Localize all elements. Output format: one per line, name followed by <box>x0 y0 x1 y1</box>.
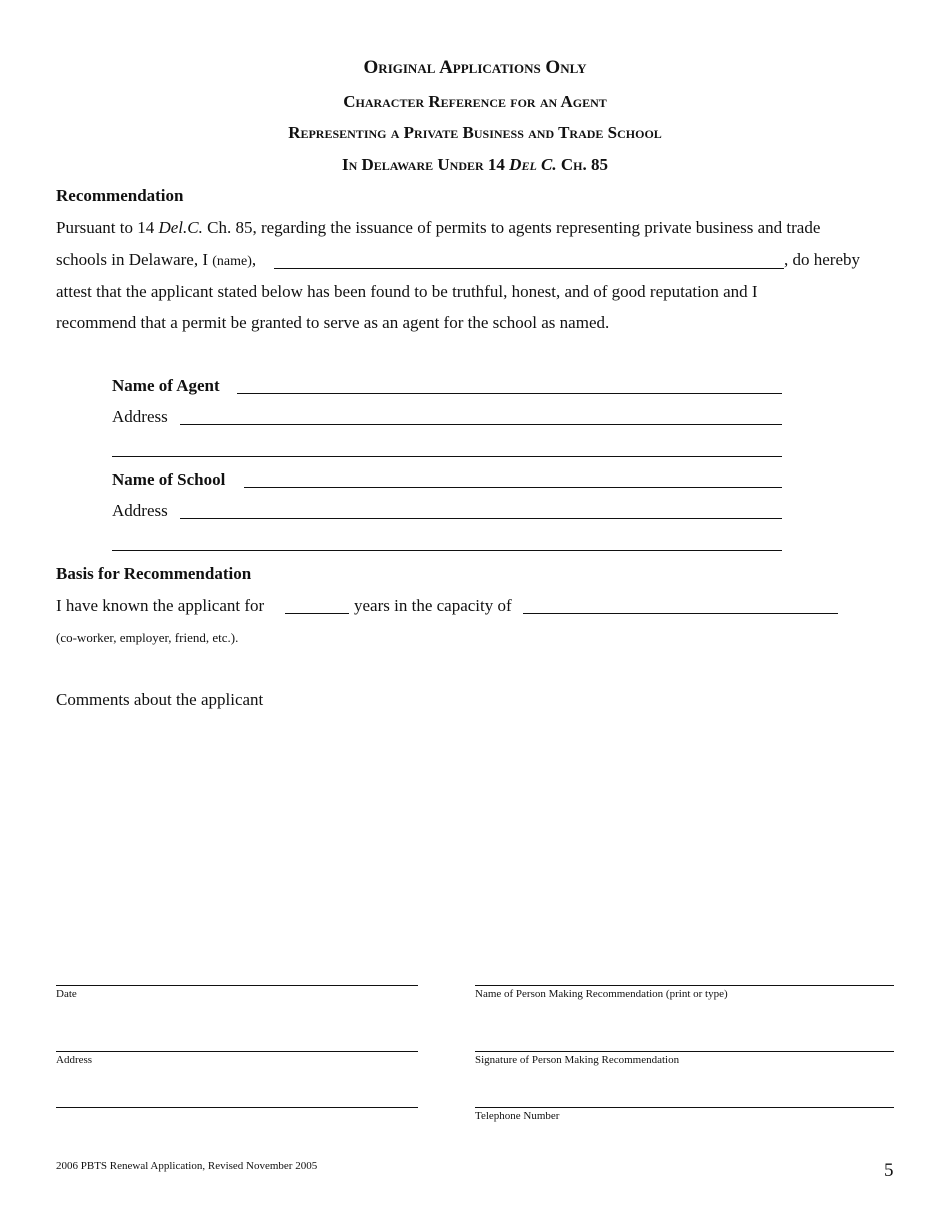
recommender-printed-name-field[interactable] <box>475 985 894 986</box>
recommender-signature-field[interactable] <box>475 1051 894 1052</box>
page-number: 5 <box>884 1160 894 1181</box>
date-label: Date <box>56 988 77 1000</box>
agent-address-field-line2[interactable] <box>112 456 782 457</box>
recommender-printed-name-label: Name of Person Making Recommendation (print or type) <box>475 988 728 1000</box>
years-known-field[interactable] <box>285 613 349 614</box>
footer-revision-note: 2006 PBTS Renewal Application, Revised November 2005 <box>56 1160 318 1172</box>
agent-address-field-line1[interactable] <box>180 424 782 425</box>
p1-text: Pursuant to 14 <box>56 218 159 237</box>
subtitle-text: In Delaware Under 14 <box>341 155 510 174</box>
basis-text-mid: years in the capacity of <box>354 596 512 615</box>
recommendation-paragraph-line2 <box>56 250 256 270</box>
school-address-field-line1[interactable] <box>180 518 782 519</box>
recommendation-paragraph-line4: recommend that a permit be granted to serve as an agent for the school as named. <box>56 313 610 332</box>
school-name-field[interactable] <box>244 487 782 488</box>
recommender-signature-label: Signature of Person Making Recommendation <box>475 1054 680 1066</box>
p1-citation: Del.C. <box>158 218 203 237</box>
recommender-address-field-line1[interactable] <box>56 1051 418 1052</box>
agent-name-field[interactable] <box>237 393 782 394</box>
recommendation-paragraph-line1 <box>56 218 820 238</box>
p2-comma: , <box>251 250 257 269</box>
telephone-field[interactable] <box>475 1107 894 1108</box>
subtitle-citation: Del C. <box>509 155 557 174</box>
recommendation-heading: Recommendation <box>56 186 184 205</box>
school-address-field-line2[interactable] <box>112 550 782 551</box>
recommender-name-field[interactable] <box>274 268 784 269</box>
form-subtitle-line3 <box>0 155 950 175</box>
recommendation-paragraph-line3: attest that the applicant stated below has been found to be truthful, honest, and of good reputation and I <box>56 282 758 301</box>
agent-name-label: Name of Agent <box>112 376 220 395</box>
comments-area[interactable] <box>56 716 894 966</box>
capacity-examples-note: (co-worker, employer, friend, etc.). <box>56 630 239 645</box>
name-hint: (name) <box>212 254 252 269</box>
recommender-address-label: Address <box>56 1054 93 1066</box>
form-title: Original Applications Only <box>363 57 587 78</box>
basis-heading: Basis for Recommendation <box>56 564 252 583</box>
subtitle-text-end: Ch. 85 <box>556 155 608 174</box>
school-name-label: Name of School <box>112 470 226 489</box>
p2-text: schools in Delaware, I <box>56 250 213 269</box>
agent-address-label: Address <box>112 407 168 426</box>
recommender-address-field-line2[interactable] <box>56 1107 418 1108</box>
p1-text-end: Ch. 85, regarding the issuance of permits to agents representing private business and trade <box>202 218 821 237</box>
comments-label: Comments about the applicant <box>56 690 264 709</box>
telephone-label: Telephone Number <box>475 1110 560 1122</box>
capacity-field[interactable] <box>523 613 838 614</box>
basis-text-pre: I have known the applicant for <box>56 596 265 615</box>
school-address-label: Address <box>112 501 168 520</box>
date-field[interactable] <box>56 985 418 986</box>
recommendation-paragraph-line2-end: , do hereby <box>784 250 861 269</box>
form-subtitle-line2: Representing a Private Business and Trade School <box>288 123 662 142</box>
form-subtitle-line1: Character Reference for an Agent <box>343 92 607 111</box>
